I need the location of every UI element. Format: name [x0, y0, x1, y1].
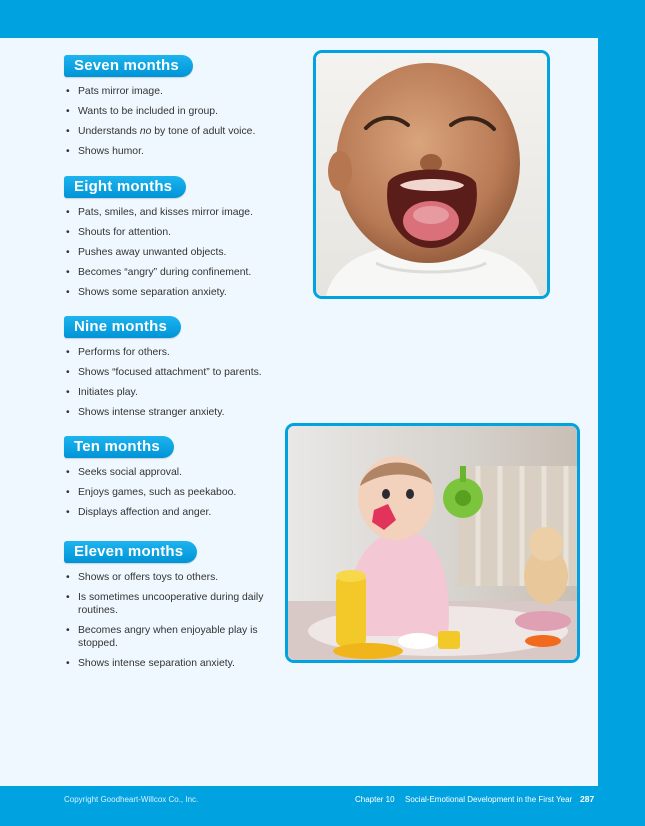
list-item: • Pats, smiles, and kisses mirror image. [66, 206, 304, 219]
list-item: • Shouts for attention. [66, 226, 304, 239]
section-ten-months [64, 436, 304, 526]
milestone-list [66, 346, 304, 419]
list-item: • Becomes angry when enjoyable play is stopped. [66, 624, 264, 650]
list-item: • Enjoys games, such as peekaboo. [66, 486, 304, 499]
list-item: • Is sometimes uncooperative during daily routines. [66, 591, 264, 617]
list-item: • Shows intense stranger anxiety. [66, 406, 304, 419]
milestone-list [66, 85, 304, 158]
list-item [66, 125, 304, 138]
list-item: • Pushes away unwanted objects. [66, 246, 304, 259]
list-item: • Shows some separation anxiety. [66, 286, 304, 299]
copyright-text: Copyright Goodheart-Willcox Co., Inc. [64, 795, 199, 804]
footer-bar [0, 786, 645, 826]
list-item: • Pats mirror image. [66, 85, 304, 98]
top-color-bar [0, 0, 645, 38]
section-heading: Nine months [64, 316, 181, 338]
item-text-italic: no [139, 126, 152, 137]
list-item: • Becomes “angry” during confinement. [66, 266, 304, 279]
section-nine-months [64, 316, 304, 426]
list-item: • Displays affection and anger. [66, 506, 304, 519]
list-item: • Wants to be included in group. [66, 105, 304, 118]
item-text-after: by tone of adult voice. [151, 126, 256, 137]
list-item: • Shows “focused attachment” to parents. [66, 366, 304, 379]
item-text-before: Understands [78, 126, 140, 137]
laughing-baby-photo [313, 50, 550, 299]
section-eight-months [64, 176, 304, 306]
list-item: • Shows intense separation anxiety. [66, 657, 264, 670]
baby-with-toys-photo [285, 423, 580, 663]
section-heading: Eleven months [64, 541, 197, 563]
list-item: • Initiates play. [66, 386, 304, 399]
section-heading: Seven months [64, 55, 193, 77]
page-number: 287 [580, 794, 595, 804]
section-heading: Eight months [64, 176, 186, 198]
list-item: • Performs for others. [66, 346, 304, 359]
side-color-bar [598, 0, 645, 826]
section-heading: Ten months [64, 436, 174, 458]
section-eleven-months [64, 541, 264, 677]
laughing-baby-illustration [316, 53, 547, 296]
section-seven-months [64, 55, 304, 165]
chapter-title: Social-Emotional Development in the First Year [405, 795, 573, 804]
chapter-label: Chapter 10 [355, 795, 395, 804]
milestone-list [66, 206, 304, 299]
milestone-list [66, 466, 304, 519]
list-item: • Shows humor. [66, 145, 304, 158]
milestone-list [66, 571, 264, 670]
list-item: • Seeks social approval. [66, 466, 304, 479]
list-item: • Shows or offers toys to others. [66, 571, 264, 584]
baby-playing-illustration [288, 426, 577, 660]
